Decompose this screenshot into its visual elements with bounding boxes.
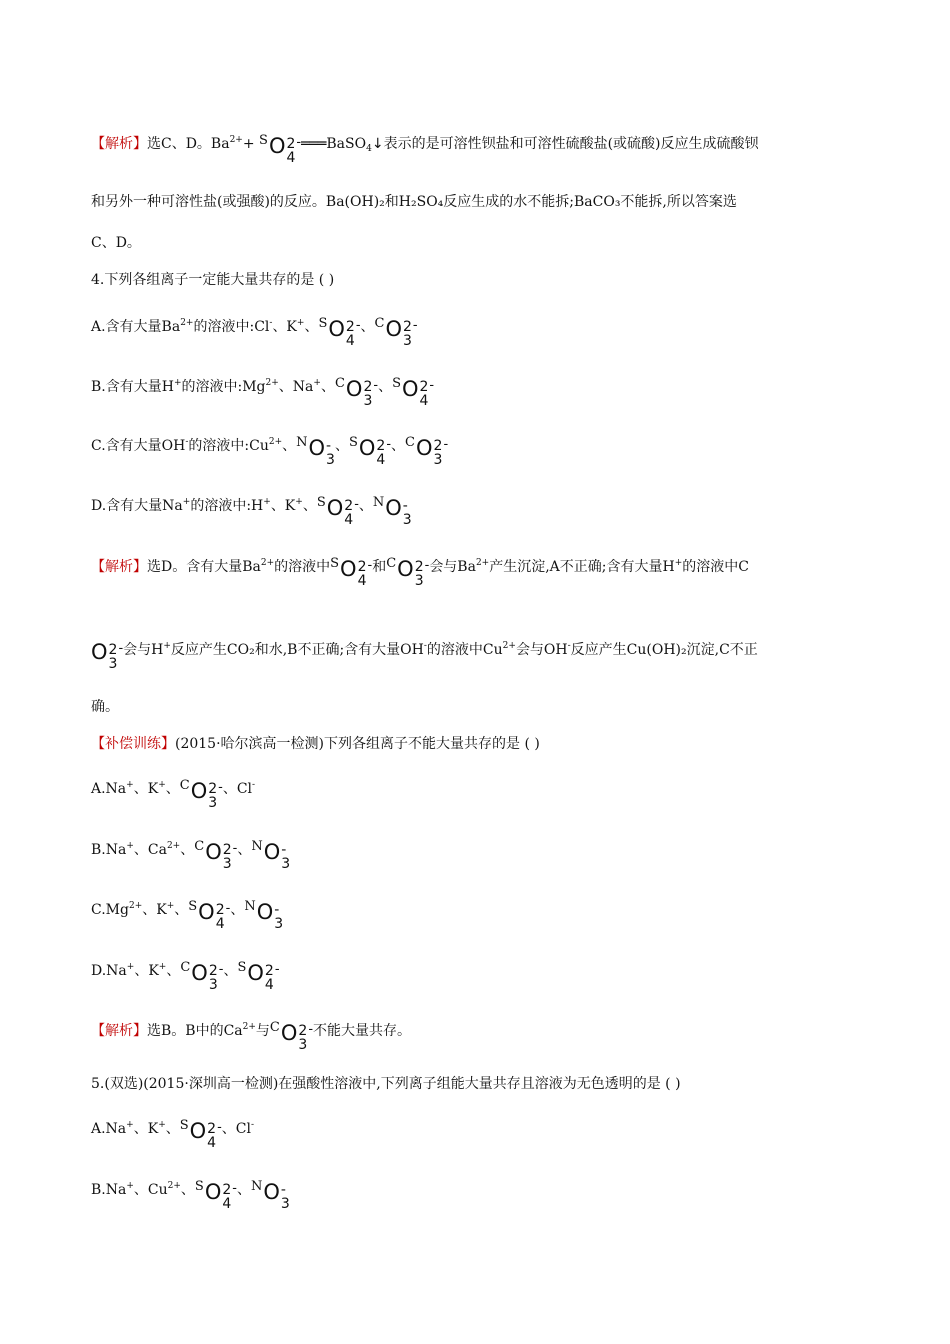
question-4-option-a: A.含有大量$Ba^{2+}$的溶液中:Cl-、K+、SO 2 4 -、CO 2 3 - bbox=[91, 316, 418, 349]
compensation-analysis: 【解析】选B。B中的$Ca^{2+}$与CO 2 3 -不能大量共存。 bbox=[91, 1020, 412, 1053]
sulfate-ion: SO 2 4 - bbox=[194, 1179, 237, 1212]
analysis-tag: 【解析】 bbox=[91, 136, 147, 152]
carbonate-ion: CO 2 3 - bbox=[374, 316, 418, 349]
precipitate-arrow-icon: ↓ bbox=[371, 136, 384, 152]
analysis-1-line-1: 【解析】选C、D。$Ba^{2+}+$ SO 2 4 -═══BaSO$_4$↓表示的是可溶性钡盐和可溶性硫酸盐(或硫酸)反应生成硫酸钡 bbox=[91, 133, 759, 166]
nitrate-ion: NO - 3 bbox=[244, 899, 284, 932]
sulfate-ion: SO 2 4 - bbox=[316, 495, 359, 528]
compensation-training-stem: 【补偿训练】(2015·哈尔滨高一检测)下列各组离子不能大量共存的是 ( ) bbox=[91, 736, 540, 752]
carbonate-ion: CO 2 3 - bbox=[405, 435, 449, 468]
question-4-option-d: D.含有大量Na+的溶液中:H+、K+、SO 2 4 -、NO - 3 bbox=[91, 495, 412, 528]
compensation-training-tag: 【补偿训练】 bbox=[91, 736, 175, 752]
sulfate-ion: SO 2 4 - bbox=[318, 316, 361, 349]
analysis-4-line-3: 确。 bbox=[91, 699, 119, 715]
carbonate-ion: CO 2 3 - bbox=[334, 376, 379, 409]
analysis-4-line-1: 【解析】选D。含有大量$Ba^{2+}$的溶液中SO 2 4 -和CO 2 3 -会与$Ba^{2+}$产生沉淀,A不正确;含有大量H+的溶液中C bbox=[91, 556, 749, 589]
nitrate-ion: NO - 3 bbox=[296, 435, 335, 468]
sulfate-ion: SO 2 4 - bbox=[237, 960, 280, 993]
carbonate-ion-continued: O 2 3 - bbox=[91, 640, 124, 672]
carbonate-ion: CO 2 3 - bbox=[179, 778, 223, 811]
sulfate-ion: SO 2 4 - bbox=[259, 133, 302, 166]
carbonate-ion: CO 2 3 - bbox=[269, 1020, 314, 1053]
sulfate-ion: SO 2 4 - bbox=[179, 1118, 222, 1151]
sulfate-ion: SO 2 4 - bbox=[330, 556, 373, 589]
analysis-1-line-2: 和另外一种可溶性盐(或强酸)的反应。Ba(OH)₂和H₂SO₄反应生成的水不能拆;BaCO₃不能拆,所以答案选 bbox=[91, 194, 737, 210]
carbonate-ion: CO 2 3 - bbox=[180, 960, 224, 993]
compensation-option-a: A.Na+、K+、CO 2 3 -、Cl- bbox=[91, 778, 256, 811]
question-5-stem: 5.(双选)(2015·深圳高一检测)在强酸性溶液中,下列离子组能大量共存且溶液为无色透明的是 ( ) bbox=[91, 1076, 681, 1092]
question-4-stem: 4.下列各组离子一定能大量共存的是 ( ) bbox=[91, 272, 335, 288]
analysis-tag: 【解析】 bbox=[91, 1023, 147, 1039]
nitrate-ion: NO - 3 bbox=[251, 839, 291, 872]
carbonate-ion: CO 2 3 - bbox=[194, 839, 238, 872]
nitrate-ion: NO - 3 bbox=[372, 495, 412, 528]
question-5-option-b: B.Na+、$Cu^{2+}$、SO 2 4 -、NO - 3 bbox=[91, 1179, 290, 1212]
carbonate-ion: CO 2 3 - bbox=[386, 556, 430, 589]
sulfate-ion: SO 2 4 - bbox=[348, 435, 392, 468]
compensation-option-d: D.Na+、K+、CO 2 3 -、SO 2 4 - bbox=[91, 960, 280, 993]
analysis-1-line-3: C、D。 bbox=[91, 235, 141, 251]
sulfate-ion: SO 2 4 - bbox=[188, 899, 231, 932]
question-5-option-a: A.Na+、K+、SO 2 4 -、Cl- bbox=[91, 1118, 255, 1151]
sulfate-ion: SO 2 4 - bbox=[392, 376, 435, 409]
question-4-option-c: C.含有大量OH-的溶液中$:Cu^{2+}$、NO - 3 、SO 2 4 -、CO 2 3 - bbox=[91, 435, 449, 468]
compensation-option-c: $C.Mg^{2+}$、K+、SO 2 4 -、NO - 3 bbox=[91, 899, 284, 932]
analysis-tag: 【解析】 bbox=[91, 559, 147, 575]
compensation-option-b: B.Na+、$Ca^{2+}$、CO 2 3 -、NO - 3 bbox=[91, 839, 291, 872]
nitrate-ion: NO - 3 bbox=[250, 1179, 290, 1212]
question-4-option-b: B.含有大量H+的溶液中$:Mg^{2+}$、Na+、CO 2 3 -、SO 2 4 - bbox=[91, 376, 435, 409]
analysis-4-line-2: O 2 3 -会与H+反应产生CO₂和水,B不正确;含有大量OH-的溶液中$Cu^{2+}$会与OH-反应产生Cu(OH)₂沉淀,C不正 bbox=[91, 640, 758, 672]
